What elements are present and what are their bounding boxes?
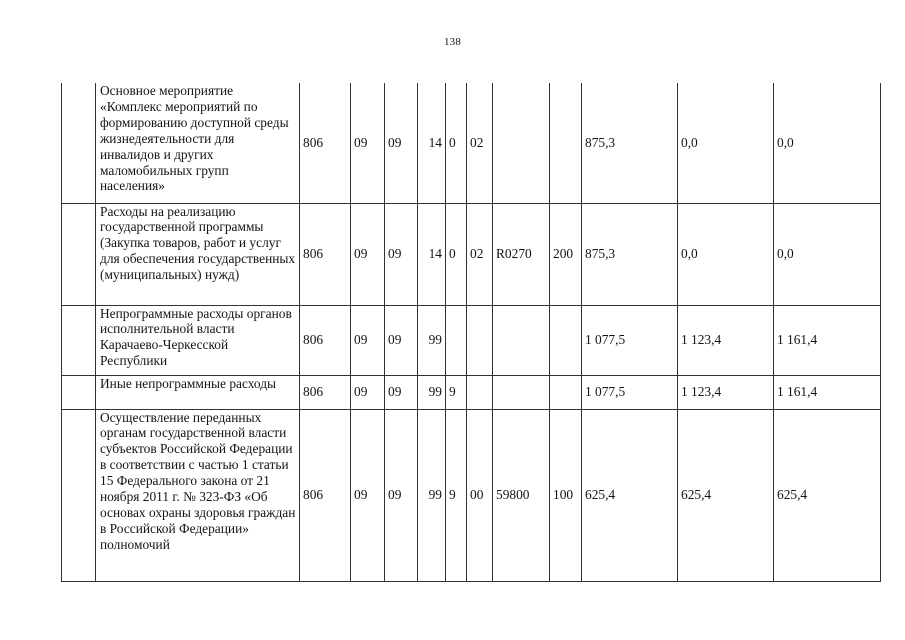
subsection-code-cell: 09	[385, 83, 418, 203]
expense-type-code-cell	[550, 305, 582, 375]
direction-code-cell	[493, 83, 550, 203]
subprogram-code-cell	[446, 305, 467, 375]
expense-type-code-cell	[550, 83, 582, 203]
section-code-cell: 09	[351, 203, 385, 305]
sum-year2-cell: 1 123,4	[678, 375, 774, 409]
subprogram-code-cell: 9	[446, 409, 467, 581]
sum-year1-cell: 625,4	[582, 409, 678, 581]
subsection-code-cell: 09	[385, 203, 418, 305]
sum-year2-cell: 0,0	[678, 203, 774, 305]
ministry-code-cell: 806	[300, 83, 351, 203]
row-number-cell	[62, 305, 96, 375]
ministry-code-cell: 806	[300, 375, 351, 409]
subsection-code-cell: 09	[385, 375, 418, 409]
section-code-cell: 09	[351, 83, 385, 203]
sum-year3-cell: 1 161,4	[774, 305, 881, 375]
program-code-cell: 99	[418, 375, 446, 409]
table-row	[62, 203, 881, 305]
row-number-cell	[62, 203, 96, 305]
subprogram-code-cell: 9	[446, 375, 467, 409]
row-number-cell	[62, 409, 96, 581]
budget-table	[61, 83, 881, 582]
table-row	[62, 375, 881, 409]
expense-type-code-cell: 200	[550, 203, 582, 305]
event-code-cell: 02	[467, 83, 493, 203]
sum-year2-cell: 625,4	[678, 409, 774, 581]
sum-year1-cell: 1 077,5	[582, 305, 678, 375]
expense-name-cell: Расходы на реализацию государственной программы (Закупка товаров, работ и услуг для обеспечения государственных (муниципальных) нужд)	[96, 203, 300, 305]
ministry-code-cell: 806	[300, 305, 351, 375]
table-row	[62, 305, 881, 375]
event-code-cell	[467, 375, 493, 409]
sum-year1-cell: 875,3	[582, 83, 678, 203]
table-row	[62, 409, 881, 581]
direction-code-cell	[493, 375, 550, 409]
section-code-cell: 09	[351, 375, 385, 409]
program-code-cell: 99	[418, 305, 446, 375]
program-code-cell: 14	[418, 203, 446, 305]
direction-code-cell: R0270	[493, 203, 550, 305]
sum-year3-cell: 1 161,4	[774, 375, 881, 409]
subsection-code-cell: 09	[385, 409, 418, 581]
expense-type-code-cell	[550, 375, 582, 409]
ministry-code-cell: 806	[300, 203, 351, 305]
sum-year3-cell: 0,0	[774, 203, 881, 305]
section-code-cell: 09	[351, 305, 385, 375]
program-code-cell: 14	[418, 83, 446, 203]
row-number-cell	[62, 83, 96, 203]
row-number-cell	[62, 375, 96, 409]
sum-year1-cell: 875,3	[582, 203, 678, 305]
direction-code-cell: 59800	[493, 409, 550, 581]
page-number: 138	[443, 36, 462, 48]
event-code-cell: 00	[467, 409, 493, 581]
program-code-cell: 99	[418, 409, 446, 581]
subsection-code-cell: 09	[385, 305, 418, 375]
section-code-cell: 09	[351, 409, 385, 581]
subprogram-code-cell: 0	[446, 203, 467, 305]
subprogram-code-cell: 0	[446, 83, 467, 203]
ministry-code-cell: 806	[300, 409, 351, 581]
event-code-cell	[467, 305, 493, 375]
expense-name-cell: Осуществление переданных органам государственной власти субъектов Российской Федерации в соответствии с частью 1 статьи 15 Федерального закона от 21 ноября 2011 г. № 323-ФЗ «Об основах охраны здоровья граждан в Российской Федерации» полномочий	[96, 409, 300, 581]
sum-year2-cell: 0,0	[678, 83, 774, 203]
sum-year3-cell: 0,0	[774, 83, 881, 203]
event-code-cell: 02	[467, 203, 493, 305]
sum-year2-cell: 1 123,4	[678, 305, 774, 375]
direction-code-cell	[493, 305, 550, 375]
table-row	[62, 83, 881, 203]
expense-name-cell: Иные непрограммные расходы	[96, 375, 300, 409]
sum-year3-cell: 625,4	[774, 409, 881, 581]
expense-type-code-cell: 100	[550, 409, 582, 581]
expense-name-cell: Основное мероприятие «Комплекс мероприятий по формированию доступной среды жизнедеятельности для инвалидов и других маломобильных групп населения»	[96, 83, 300, 203]
sum-year1-cell: 1 077,5	[582, 375, 678, 409]
expense-name-cell: Непрограммные расходы органов исполнительной власти Карачаево-Черкесской Республики	[96, 305, 300, 375]
